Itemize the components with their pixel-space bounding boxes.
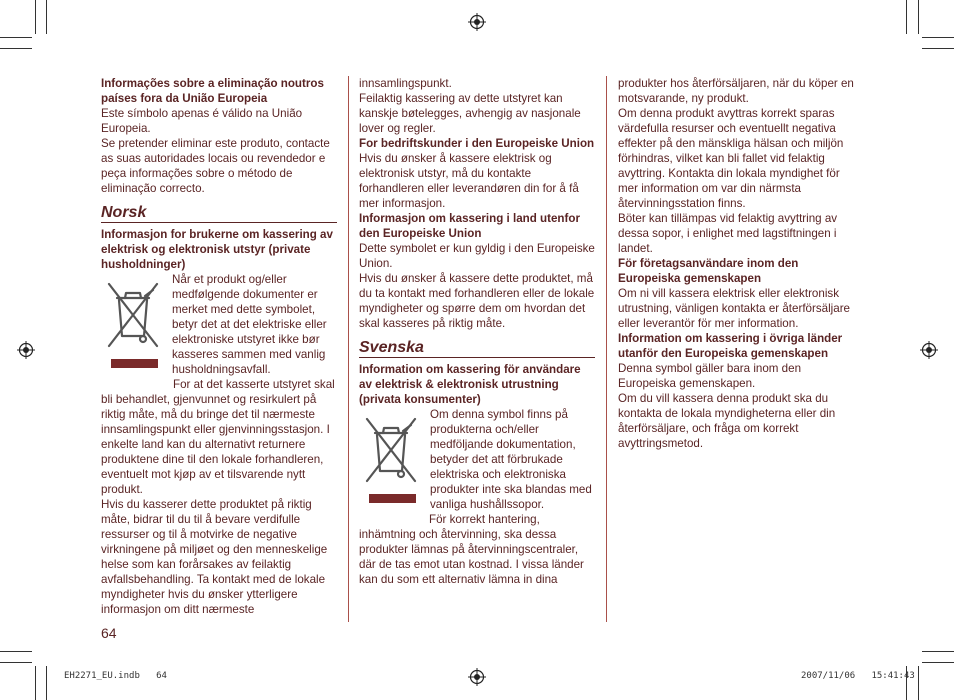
paragraph: Hvis du ønsker å kassere dette produktet, må du ta kontakt med forhandleren eller de lokale myndigheter og spørre dem om hvordan det skal kasseres på riktig måte. bbox=[359, 272, 595, 330]
crop-mark bbox=[906, 0, 907, 34]
crop-mark bbox=[35, 666, 36, 700]
symbol-bar bbox=[111, 359, 158, 368]
section-heading-svenska: Svenska bbox=[359, 339, 595, 358]
section-title: Informasjon for brukerne om kassering av elektrisk og elektronisk utstyr (private husholdninger) bbox=[101, 228, 333, 271]
column-divider bbox=[606, 76, 607, 622]
symbol-bar bbox=[369, 494, 416, 503]
paragraph: Este símbolo apenas é válido na União Europeia. bbox=[101, 107, 303, 135]
crop-mark bbox=[918, 666, 919, 700]
crop-mark bbox=[0, 662, 32, 663]
crop-mark bbox=[922, 37, 954, 38]
paragraph: Om denna symbol finns på produkterna och/eller medföljande dokumentation, betyder det att förbrukade elektriska och elektroniska produkter inte ska blandas med vanliga hushållssopor. bbox=[430, 408, 592, 511]
crop-mark bbox=[46, 666, 47, 700]
section-title: Informasjon om kassering i land utenfor den Europeiske Union bbox=[359, 212, 580, 240]
section-title: For bedriftskunder i den Europeiske Union bbox=[359, 137, 595, 150]
page-number: 64 bbox=[101, 625, 117, 641]
paragraph: For at det kasserte utstyret skal bli behandlet, gjenvunnet og resirkulert på riktig måte, må du bringe det til nærmeste innsamlingspunkt eller gjenvinningsstasjon. I enkelte land kan du alternativt returnere produktene dine til den lokale forhandleren, eventuelt mot kjøp av et tilsvarende nytt produkt. bbox=[101, 378, 335, 496]
registration-mark-icon bbox=[920, 341, 938, 359]
crop-mark bbox=[0, 37, 32, 38]
paragraph: produkter hos återförsäljaren, när du köper en motsvarande, ny produkt. bbox=[618, 77, 854, 105]
column-2 bbox=[359, 76, 595, 587]
paragraph: Hvis du kasserer dette produktet på riktig måte, bidrar til du til å bevare verdifulle ressurser og til å motvirke de negative virkningene på miljøet og den menneskelige helse som kan forårsakes av feilaktig avfallsbehandling. Ta kontakt med de lokale myndigheter hvis du ønsker ytterligere informasjon om ditt nærmeste bbox=[101, 498, 328, 616]
section-title: För företagsanvändare inom den Europeiska gemenskapen bbox=[618, 257, 799, 285]
weee-symbol bbox=[101, 276, 167, 368]
column-divider bbox=[348, 76, 349, 622]
paragraph: Denna symbol gäller bara inom den Europeiska gemenskapen. bbox=[618, 362, 802, 390]
crop-mark bbox=[0, 651, 32, 652]
crop-mark bbox=[35, 0, 36, 34]
paragraph: Hvis du ønsker å kassere elektrisk og elektronisk utstyr, må du kontakte forhandleren eller leverandøren din for å få mer informasjon. bbox=[359, 152, 579, 210]
crop-mark bbox=[918, 0, 919, 34]
paragraph: Om denna produkt avyttras korrekt sparas värdefulla resurser och eventuellt negativa effekter på den mänskliga hälsan och miljön förhindras, vilket kan bli fallet vid felaktig avyttring. Kontakta din lokala myndighet för mer information om var din närmsta återvinningsstation finns. bbox=[618, 107, 844, 210]
registration-mark-icon bbox=[468, 668, 486, 686]
crop-mark bbox=[922, 651, 954, 652]
paragraph: Om du vill kassera denna produkt ska du kontakta de lokala myndigheterna eller din återförsäljare, och fråga om korrekt avyttringsmetod. bbox=[618, 392, 836, 450]
crop-mark bbox=[922, 662, 954, 663]
registration-mark-icon bbox=[17, 341, 35, 359]
weee-symbol bbox=[359, 411, 425, 503]
paragraph: Se pretender eliminar este produto, contacte as suas autoridades locais ou revendedor e peça informações sobre o método de eliminação correcto. bbox=[101, 137, 330, 195]
section-title: Informações sobre a eliminação noutros países fora da União Europeia bbox=[101, 77, 324, 105]
section-title: Information om kassering för användare av elektrisk & elektronisk utrustning (privata konsumenter) bbox=[359, 363, 581, 406]
column-3 bbox=[618, 76, 854, 451]
crossed-out-wheelie-bin-icon bbox=[361, 411, 423, 489]
crossed-out-wheelie-bin-icon bbox=[103, 276, 165, 354]
footer-timestamp: 2007/11/06 15:41:43 bbox=[801, 671, 915, 681]
paragraph: För korrekt hantering, inhämtning och återvinning, ska dessa produkter lämnas på återvinningscentraler, där de tas emot utan kostnad. I vissa länder kan du som ett alternativ lämna in dina bbox=[359, 513, 584, 586]
paragraph: Dette symbolet er kun gyldig i den Europeiske Union. bbox=[359, 242, 595, 270]
footer-file: EH2271_EU.indb 64 bbox=[64, 671, 167, 681]
paragraph: Når et produkt og/eller medfølgende dokumenter er merket med dette symbolet, betyr det at det elektriske eller elektroniske utstyret ikke bør kasseres sammen med vanlig husholdningsavfall. bbox=[172, 273, 327, 376]
crop-mark bbox=[0, 48, 32, 49]
paragraph: innsamlingspunkt. bbox=[359, 77, 452, 90]
section-title: Information om kassering i övriga länder utanför den Europeiska gemenskapen bbox=[618, 332, 843, 360]
crop-mark bbox=[46, 0, 47, 34]
registration-mark-icon bbox=[468, 13, 486, 31]
section-heading-norsk: Norsk bbox=[101, 204, 337, 223]
column-1 bbox=[101, 76, 337, 617]
paragraph: Feilaktig kassering av dette utstyret kan kanskje bøtelegges, avhengig av nasjonale lover og regler. bbox=[359, 92, 581, 135]
paragraph: Om ni vill kassera elektrisk eller elektronisk utrustning, vänligen kontakta er återförsäljare eller leverantör för mer information. bbox=[618, 287, 851, 330]
crop-mark bbox=[922, 48, 954, 49]
paragraph: Böter kan tillämpas vid felaktig avyttring av dessa sopor, i enlighet med lagstiftningen i landet. bbox=[618, 212, 838, 255]
